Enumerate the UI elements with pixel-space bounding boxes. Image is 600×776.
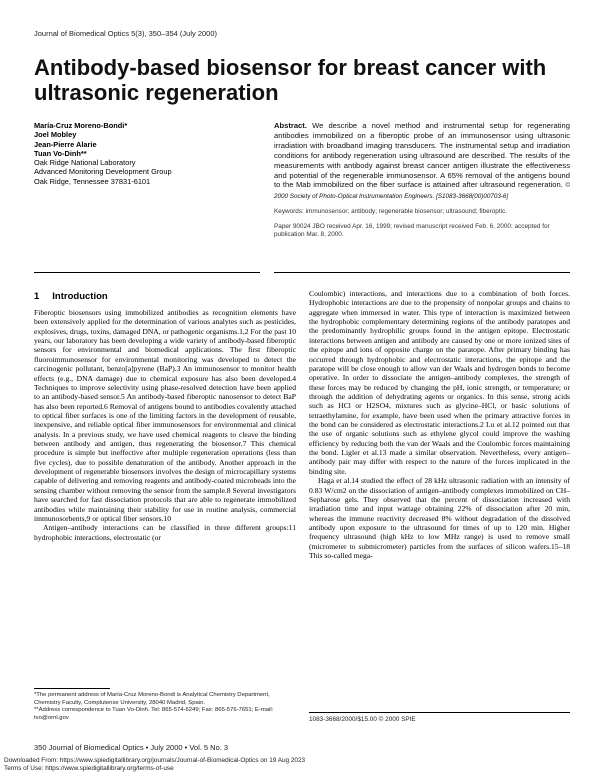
footnotes <box>34 692 296 722</box>
divider <box>274 272 570 273</box>
author-block <box>34 121 254 186</box>
download-line: Downloaded From: https://www.spiedigitallibrary.org/journals/Journal-of-Biomedical-Optics on 19 Aug 2023 <box>4 757 306 764</box>
section-number: 1 <box>34 291 40 302</box>
body-column-left <box>34 308 296 542</box>
author-name: Jean-Pierre Alarie <box>34 139 97 149</box>
author-name: María-Cruz Moreno-Bondi* <box>34 121 128 130</box>
page-footer: 350 Journal of Biomedical Optics • July 2000 • Vol. 5 No. 3 <box>34 743 229 752</box>
affiliation-line: Advanced Monitoring Development Group <box>34 167 172 177</box>
copyright-notice: © 2000 Society of Photo-Optical Instrumentation Engineers. [S1083-3668(00)00703-6] <box>274 182 570 201</box>
body-column-right <box>309 289 570 560</box>
body-paragraph: Antigen–antibody interactions can be classified in three different groups:11 hydrophobic interactions, electrostatic (or <box>34 523 296 542</box>
author-name: Tuan Vo-Dinh** <box>34 148 87 158</box>
author-name: Joel Mobley <box>34 130 77 140</box>
keywords: Keywords: immunosensor; antibody; regenerable biosensor; ultrasound; fiberoptic. <box>274 208 508 216</box>
body-paragraph: Coulombic) interactions, and interactions due to a combination of both forces. Hydrophobic interactions are due to the propensity of nonpolar groups and chains to aggregate when immersed in water. This type of interaction is maximized between the hydrophobic complementary determining regions of the antibody paratopes and the predominantly hydrophilic groups found in the antigen epitope. Electrostatic interactions between antigen and antibody are caused by one or more ionized sites of the epitope and ions of opposite charge on the paratope. After primary binding has occurred through hydrophobic and electrostatic interactions, the epitope and the paratope will be close enough to allow van der Waals and hydrogen bonds to become operative. In order to dissociate the antigen–antibody complexes, the strength of these forces may be reduced by changing the pH, ionic strength, or temperature; or through the addition of dehydrating agents or organics. In this sense, strong acids such as HCl or H2SO4, mixtures such as glycine–HCl, or basic solutions of tetraethylamine, for example, have been used when the primary attractive forces in the bond can be considered as electrostatic interactions.2 Lu et al.12 pointed out that the use of organic solutions such as ethylene glycol could improve the washing efficiency by reducing both the van der Waals and the Coulombic forces maintaining the bond. Ligler et al.13 made a similar observation. Nevertheless, every antigen–antibody pair may differ with respect to the nature of the forces implicated in the binding site. <box>309 289 570 476</box>
footnote-divider <box>34 688 110 689</box>
footnote: **Address correspondence to Tuan Vo-Dinh. Tel: 865-574-6249; Fax: 865-576-7651; E-mail: tvo@ornl.gov <box>34 707 274 721</box>
abstract <box>274 121 570 202</box>
section-heading <box>34 291 108 302</box>
body-paragraph: Fiberoptic biosensors using immobilized antibodies as recognition elements have been extensively applied for the determination of various analytes such as pesticides, explosives, drugs, toxins, damaged DNA, or pathogenic organisms.1,2 For the past 10 years, our laboratory has been developing a wide variety of antibody-based fiberoptic sensors for environmental and biomedical applications. The first fiberoptic fluoroimmunosensor for environmental monitoring was developed to detect the carcinogenic pollutant, benzo[a]pyrene (BaP).3 An immunosensor to monitor health effects (e.g., DNA damage) due to chemical exposure has also been developed.4 Techniques to improve selectivity using phase-resolved detection have been applied to an antibody-based sensor.5 An antibody-based fiberoptic nanosensor to detect BaP has also been reported.6 Removal of antigens bound to antibodies covalently attached to optical fiber surfaces is one of the limiting factors in the development of reusable, inexpensive, and reliable optical fiber immunosensors for environmental and clinical analysis. In a previous study, we have used chemical reagents to cleave the binding between antibody and antigen, thus regenerating the biosensor.7 This chemical procedure is simple but ineffective after multiple regeneration operations (less than five cycles), due to possible denaturation of the antibody. Another approach in the development of regenerable biosensors involves the design of microcapillary systems capable of delivering and removing reagents and antibody-coated microbeads into the sensing chamber without removing the sensor from the sample.8 Several investigators have searched for fast dissociation protocols that are able to regenerate immobilized antibodies while maintaining their stability for use in routine analysis, commercial immunosorbents,9 or optical fiber sensors.10 <box>34 308 296 523</box>
abstract-block <box>274 121 570 239</box>
footnote: *The permanent address of María-Cruz Moreno-Bondi is Analytical Chemistry Department, Chemistry Faculty, Complutense University, 28040 Madrid, Spain. <box>34 692 270 706</box>
article-title: Antibody-based biosensor for breast cancer with ultrasonic regeneration <box>34 55 547 105</box>
affiliation-line: Oak Ridge, Tennessee 37831-6101 <box>34 176 151 186</box>
divider <box>34 272 260 273</box>
abstract-text: We describe a novel method and instrumental setup for regenerating antibodies immobilized on a fiberoptic probe of an immunosensor using ultrasonic irradiation with broadband imaging transducers. The instrumental setup and irradiation conditions for antibody regeneration using ultrasound are described. The results of the measurements with antibody against breast cancer antigen illustrate the effectiveness and potential of the regenerable immunosensor. A 65% removal of the antigens bound to the Mab immobilized on the fiber surface is attained after ultrasound regeneration. <box>274 121 570 190</box>
section-title: Introduction <box>52 291 108 302</box>
terms-line: Terms of Use: https://www.spiedigitallibrary.org/terms-of-use <box>4 765 174 772</box>
download-notice <box>4 757 305 773</box>
body-paragraph: Haga et al.14 studied the effect of 28 kHz ultrasonic radiation with an intensity of 0.83 W/cm2 on the dissociation of antigen–antibody complexes immobilized on CH–Sepharose gels. They observed that the percent of dissociation increased with irradiation time and input wattage obtaining 22% of dissociation after 20 min, whereas the immune reactivity decreased 8% without degradation of the dissolved antibody upon exposure to the ultrasound for times of up to 120 min. Higher frequency ultrasound (high kHz to low MHz range) is used to remove small (micrometer to submicrometer) particles from the surfaces of silicon wafers.15–18 This so-called mega- <box>309 476 570 561</box>
issn-line: 1083-3668/2000/$15.00 © 2000 SPIE <box>309 716 416 723</box>
running-header: Journal of Biomedical Optics 5(3), 350–354 (July 2000) <box>34 29 218 38</box>
abstract-label: Abstract. <box>274 121 307 130</box>
paper-history: Paper 90024 JBO received Apr. 16, 1999; revised manuscript received Feb. 6, 2000; accepted for publication Mar. 8, 2000. <box>274 222 550 238</box>
divider <box>309 712 570 713</box>
affiliation-line: Oak Ridge National Laboratory <box>34 158 136 168</box>
